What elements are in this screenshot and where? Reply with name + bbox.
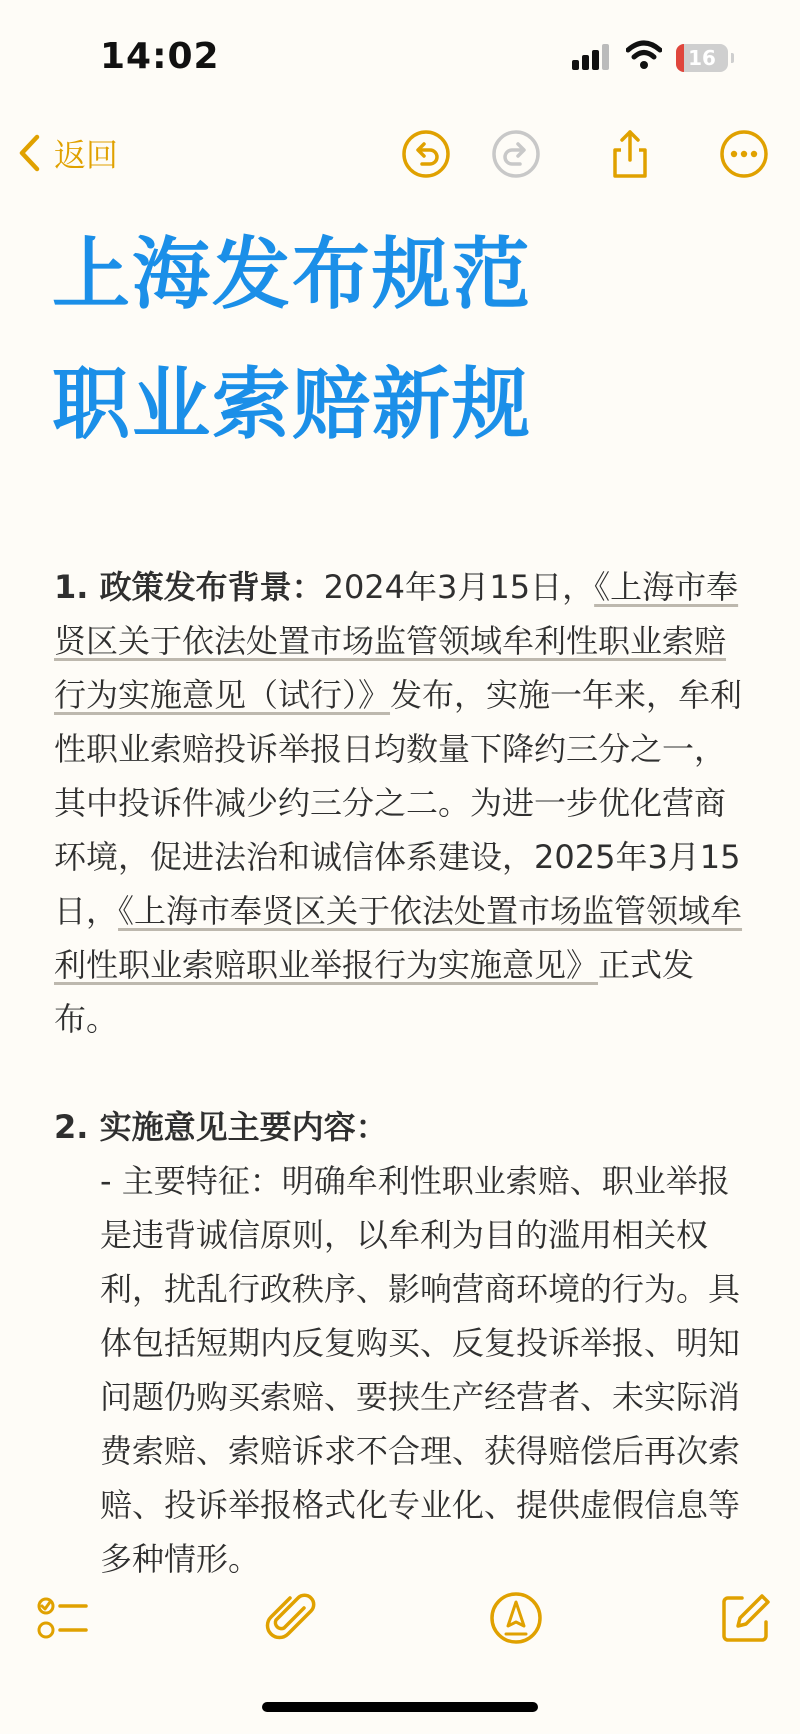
bullet-label: - 主要特征：	[100, 1162, 282, 1200]
section-1-paragraph	[54, 560, 754, 1046]
battery-indicator	[676, 44, 728, 72]
bottom-toolbar	[0, 1590, 800, 1670]
note-toolbar	[0, 120, 800, 190]
wifi-icon	[626, 40, 662, 70]
redo-icon[interactable]	[490, 128, 542, 180]
home-indicator[interactable]	[262, 1702, 538, 1712]
note-title[interactable]	[52, 210, 752, 470]
share-icon[interactable]	[604, 128, 656, 180]
section-2-heading: 2. 实施意见主要内容：	[54, 1108, 388, 1146]
more-icon[interactable]	[718, 128, 770, 180]
bullet-text: 明确牟利性职业索赔、职业举报是违背诚信原则，以牟利为目的滥用相关权利，扰乱行政秩序、影响营商环境的行为。具体包括短期内反复购买、反复投诉举报、明知问题仍购买索赔、要挟生产经营者、未实际消费索赔、索赔诉求不合理、获得赔偿后再次索赔、投诉举报格式化专业化、提供虚假信息等多种情形。	[100, 1162, 741, 1578]
section-1-heading: 1. 政策发布背景：	[54, 568, 324, 606]
title-line-1: 上海发布规范	[52, 230, 533, 320]
undo-icon[interactable]	[400, 128, 452, 180]
back-button[interactable]	[18, 130, 118, 176]
status-time: 14:02	[100, 36, 220, 77]
status-bar	[0, 0, 800, 110]
paperclip-icon[interactable]	[264, 1590, 320, 1646]
chevron-left-icon	[18, 134, 40, 172]
document-link-trial[interactable]: 《上海市奉贤区关于依法处置市场监管领域牟利性职业索赔行为实施意见（试行）》	[54, 568, 739, 714]
checklist-icon[interactable]	[36, 1590, 92, 1646]
document-link-final[interactable]: 《上海市奉贤区关于依法处置市场监管领域牟利性职业索赔职业举报行为实施意见》	[54, 892, 743, 984]
compose-icon[interactable]	[718, 1590, 774, 1646]
note-body[interactable]	[54, 560, 754, 1586]
section-2-bullet	[54, 1154, 754, 1586]
section-1-text-a: 2024年3月15日，	[323, 568, 595, 606]
back-label: 返回	[54, 136, 119, 174]
title-line-2: 职业索赔新规	[52, 360, 533, 450]
section-1-text-b: 发布，实施一年来，牟利性职业索赔投诉举报日均数量下降约三分之一，其中投诉件减少约三分之二。为进一步优化营商环境，促进法治和诚信体系建设，2025年3月15日，	[54, 676, 743, 930]
cellular-signal-icon	[572, 44, 612, 70]
section-1-text-c: 正式发布。	[54, 946, 695, 1038]
battery-level: 16	[688, 46, 716, 70]
markup-pen-icon[interactable]	[488, 1590, 544, 1646]
